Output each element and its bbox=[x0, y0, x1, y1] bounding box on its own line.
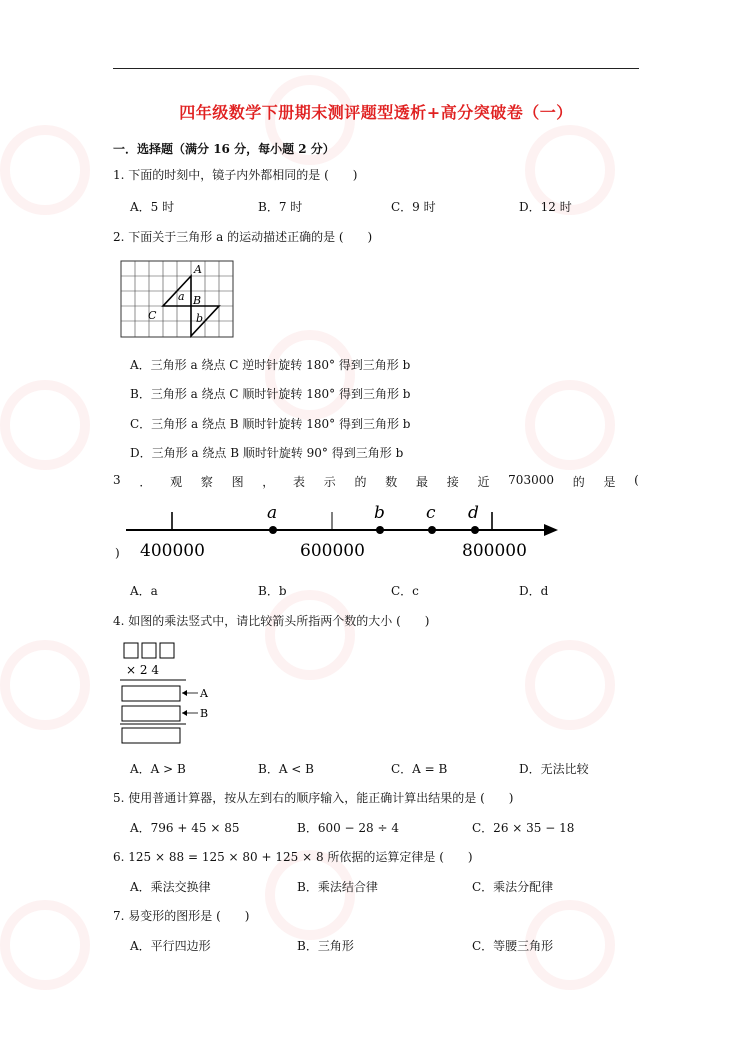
q3-option-a[interactable]: A．a bbox=[130, 584, 158, 598]
q3-char: ． bbox=[139, 475, 152, 489]
question-text: 下面的时刻中，镜子内外都相同的是 ( ) bbox=[128, 168, 358, 182]
q3-char: 观 bbox=[170, 475, 183, 489]
question-number: 4. bbox=[113, 614, 125, 628]
watermark-logo-icon bbox=[0, 125, 90, 215]
q2-grid-figure bbox=[120, 260, 235, 340]
question-5 bbox=[113, 789, 513, 806]
question-text: 易变形的图形是 ( ) bbox=[128, 909, 250, 923]
watermark-logo-icon bbox=[265, 330, 355, 420]
question-number: 1. bbox=[113, 168, 125, 182]
q3-number-line bbox=[120, 496, 565, 564]
label-a: a bbox=[267, 503, 278, 523]
label-triangle-a: a bbox=[178, 290, 185, 303]
question-number: 7. bbox=[113, 909, 125, 923]
q3-close-paren: ) bbox=[115, 546, 120, 560]
q3-char: 数 bbox=[385, 475, 398, 489]
label-a: A bbox=[200, 687, 208, 700]
q3-char: 图 bbox=[231, 475, 244, 489]
tick-label-400000: 400000 bbox=[140, 541, 205, 561]
header-rule bbox=[113, 68, 639, 69]
q3-char: 最 bbox=[415, 475, 428, 489]
q6-option-c[interactable]: C．乘法分配律 bbox=[472, 880, 554, 894]
tick-label-800000: 800000 bbox=[462, 541, 527, 561]
watermark-logo-icon bbox=[0, 640, 90, 730]
q7-option-b[interactable]: B．三角形 bbox=[297, 939, 354, 953]
q1-option-d[interactable]: D．12 时 bbox=[519, 200, 572, 214]
point-c bbox=[428, 526, 436, 534]
label-point-c: C bbox=[148, 309, 157, 322]
label-point-a: A bbox=[194, 263, 202, 276]
q5-option-a[interactable]: A．796 + 45 × 85 bbox=[130, 821, 240, 835]
question-number: 2. bbox=[113, 230, 125, 244]
section-heading bbox=[113, 140, 335, 157]
q3-char: 示 bbox=[323, 475, 336, 489]
watermark-logo-icon bbox=[265, 590, 355, 680]
watermark-logo-icon bbox=[525, 380, 615, 470]
page-title: 四年级数学下册期末测评题型透析+高分突破卷（一） bbox=[179, 103, 573, 122]
arrow-left-icon bbox=[182, 710, 187, 716]
question-text: 使用普通计算器，按从左到右的顺序输入，能正确计算出结果的是 ( ) bbox=[128, 791, 514, 805]
q3-char: 是 bbox=[603, 475, 616, 489]
question-text: 如图的乘法竖式中，请比较箭头所指两个数的大小 ( ) bbox=[128, 614, 430, 628]
q2-option-b[interactable]: B．三角形 a 绕点 C 顺时针旋转 180° 得到三角形 b bbox=[130, 387, 411, 401]
label-d: d bbox=[468, 503, 479, 523]
watermark-logo-icon bbox=[0, 900, 90, 990]
grid-lines bbox=[121, 261, 233, 337]
q5-option-c[interactable]: C．26 × 35 − 18 bbox=[472, 821, 575, 835]
q2-option-c[interactable]: C．三角形 a 绕点 B 顺时针旋转 180° 得到三角形 b bbox=[130, 417, 411, 431]
q3-char: 接 bbox=[446, 475, 459, 489]
question-2 bbox=[113, 228, 372, 245]
question-7 bbox=[113, 907, 249, 924]
question-number: 6. bbox=[113, 850, 125, 864]
q3-option-b[interactable]: B．b bbox=[258, 584, 287, 598]
question-4 bbox=[113, 612, 429, 629]
q4-multiplication-figure bbox=[118, 640, 228, 748]
q3-char: 的 bbox=[354, 475, 367, 489]
label-b: b bbox=[374, 503, 385, 523]
q2-option-d[interactable]: D．三角形 a 绕点 B 顺时针旋转 90° 得到三角形 b bbox=[130, 446, 404, 460]
q4-option-c[interactable]: C．A = B bbox=[391, 762, 448, 776]
label-point-b: B bbox=[193, 294, 202, 307]
question-1 bbox=[113, 166, 357, 183]
tick-label-600000: 600000 bbox=[300, 541, 365, 561]
q1-option-c[interactable]: C．9 时 bbox=[391, 200, 436, 214]
question-6 bbox=[113, 848, 473, 865]
multiplier-text: × 2 4 bbox=[126, 663, 159, 677]
watermark-logo-icon bbox=[0, 380, 90, 470]
section-note: （满分 16 分，每小题 2 分） bbox=[173, 142, 335, 156]
q4-option-b[interactable]: B．A < B bbox=[258, 762, 314, 776]
arrow-left-icon bbox=[182, 690, 187, 696]
q4-option-a[interactable]: A．A > B bbox=[130, 762, 186, 776]
arrow-icon bbox=[544, 524, 558, 536]
q3-char: ， bbox=[262, 475, 275, 489]
q3-char: 的 bbox=[572, 475, 585, 489]
q1-option-a[interactable]: A．5 时 bbox=[130, 200, 175, 214]
q3-option-d[interactable]: D．d bbox=[519, 584, 549, 598]
q1-option-b[interactable]: B．7 时 bbox=[258, 200, 303, 214]
question-number: 5. bbox=[113, 791, 125, 805]
q5-option-b[interactable]: B．600 − 28 ÷ 4 bbox=[297, 821, 399, 835]
product-box bbox=[122, 728, 180, 743]
question-3 bbox=[113, 473, 639, 490]
q2-option-a[interactable]: A．三角形 a 绕点 C 逆时针旋转 180° 得到三角形 b bbox=[130, 358, 411, 372]
q3-char: 表 bbox=[293, 475, 306, 489]
point-d bbox=[471, 526, 479, 534]
q7-option-a[interactable]: A．平行四边形 bbox=[130, 939, 211, 953]
q3-number: 703000 bbox=[508, 473, 554, 487]
question-text: 下面关于三角形 a 的运动描述正确的是 ( ) bbox=[128, 230, 373, 244]
label-c: c bbox=[426, 503, 436, 523]
q6-option-b[interactable]: B．乘法结合律 bbox=[297, 880, 378, 894]
point-a bbox=[269, 526, 277, 534]
partial-product-b bbox=[122, 706, 180, 721]
point-b bbox=[376, 526, 384, 534]
partial-product-a bbox=[122, 686, 180, 701]
watermark-logo-icon bbox=[525, 640, 615, 730]
section-label: 一．选择题 bbox=[113, 142, 174, 156]
q6-option-a[interactable]: A．乘法交换律 bbox=[130, 880, 211, 894]
q3-char: ( bbox=[634, 473, 639, 487]
question-number: 3 bbox=[113, 473, 121, 487]
q7-option-c[interactable]: C．等腰三角形 bbox=[472, 939, 554, 953]
q3-char: 察 bbox=[200, 475, 213, 489]
q3-char: 近 bbox=[477, 475, 490, 489]
label-b: B bbox=[200, 707, 209, 720]
question-text: 125 × 88 = 125 × 80 + 125 × 8 所依据的运算定律是 ( ) bbox=[128, 850, 473, 864]
q3-option-c[interactable]: C．c bbox=[391, 584, 419, 598]
q4-option-d[interactable]: D．无法比较 bbox=[519, 762, 589, 776]
label-triangle-b: b bbox=[196, 312, 204, 325]
